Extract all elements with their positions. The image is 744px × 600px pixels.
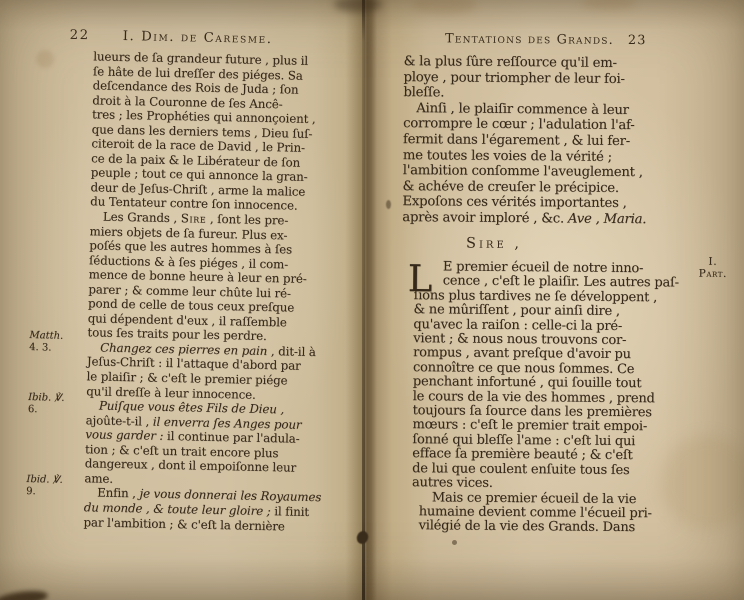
text-segment: du monde , & toute leur gloire ; bbox=[83, 500, 275, 519]
text-segment: qu'avec la raiſon : celle-ci la pré- bbox=[413, 316, 623, 334]
text-segment: 6. bbox=[27, 403, 38, 415]
text-segment: Sire bbox=[180, 211, 207, 226]
text-segment: ſions plus tardives ne ſe développent , bbox=[413, 287, 658, 306]
text-segment: Enfin , bbox=[97, 485, 140, 501]
text-segment: Matth. bbox=[29, 330, 64, 342]
text-segment: ajoûte-t-il , bbox=[85, 412, 154, 429]
text-segment: citeroit de la race de David , le Prin- bbox=[91, 136, 306, 156]
paper-stain-top-left-of-right-page bbox=[412, 0, 476, 14]
text-segment: vient ; & nous nous trouvons cor- bbox=[413, 331, 627, 349]
text-segment: me toutes les voies de la vérité ; bbox=[402, 147, 612, 165]
text-segment: fermit dans l'égarement , & lui fer- bbox=[402, 132, 631, 150]
text-segment: vilégié de la vie des Grands. Dans bbox=[418, 518, 636, 536]
text-segment: penchant infortuné , qui ſouille tout bbox=[412, 374, 642, 392]
ink-blob-stain bbox=[355, 530, 370, 546]
text-segment: Ibid. ℣. bbox=[26, 474, 63, 486]
text-segment: ſéductions & à ſes piéges , il com- bbox=[88, 252, 289, 272]
text-segment: corrompre le cœur ; l'adulation l'af- bbox=[403, 116, 635, 134]
gutter-speck bbox=[386, 200, 391, 209]
text-segment: & la plus ſûre reſſource qu'il em- bbox=[403, 54, 617, 71]
text-segment: que dans les derniers tems , Dieu ſuſ- bbox=[91, 122, 313, 141]
text-segment: autres vices. bbox=[411, 475, 493, 491]
margin-note-ibid-6 bbox=[28, 392, 86, 416]
text-segment: du Tentateur contre ſon innocence. bbox=[90, 194, 298, 214]
left-running-title: I. Dim. de Caresme. bbox=[122, 28, 273, 48]
text-segment: je vous donnerai les Royaumes bbox=[139, 486, 322, 505]
text-segment: l'ambition conſomme l'aveuglement , bbox=[402, 163, 643, 181]
text-segment: pond de celle de tous ceux preſque bbox=[87, 296, 295, 315]
text-segment: vous garder : bbox=[85, 427, 168, 444]
text-segment: Changez ces pierres en pain bbox=[100, 340, 268, 358]
text-segment: & achéve de creuſer le précipice. bbox=[402, 178, 619, 196]
text-segment: deſcendance des Rois de Juda ; ſon bbox=[92, 78, 299, 97]
text-segment: qui dépendent d'eux , il raſſemble bbox=[87, 311, 287, 330]
text-segment: droit à la Couronne de ſes Ancê- bbox=[92, 92, 283, 111]
right-page-number: 23 bbox=[627, 33, 647, 49]
text-segment: Puiſque vous êtes Fils de Dieu , bbox=[98, 398, 285, 417]
text-segment: de lui que coulent enſuite tous ſes bbox=[412, 460, 630, 478]
text-segment: Expoſons ces vérités importantes , bbox=[402, 194, 627, 212]
text-segment: qu'il dreſſe à leur innocence. bbox=[86, 383, 256, 402]
text-segment: humaine devient comme l'écueil pri- bbox=[418, 504, 652, 522]
right-page-text-top bbox=[402, 54, 713, 228]
left-page bbox=[18, 22, 364, 595]
margin-note-matthew bbox=[29, 330, 87, 354]
right-running-title: Tentations des Grands. bbox=[445, 31, 614, 48]
text-segment: ſe hâte de lui dreſſer des piéges. Sa bbox=[92, 63, 303, 83]
text-segment: tres ; les Prophéties qui annonçoient , bbox=[91, 107, 316, 127]
text-segment: tion ; & c'eſt un trait encore plus bbox=[84, 442, 279, 461]
text-line bbox=[26, 486, 84, 499]
text-segment: I. bbox=[708, 255, 718, 268]
text-segment: 4. 3. bbox=[29, 341, 52, 354]
right-page bbox=[391, 24, 736, 593]
left-page-text bbox=[83, 49, 349, 534]
text-segment: efface ſa première beauté ; & c'eſt bbox=[412, 446, 633, 464]
text-segment: ſonné qui bleſſe l'ame : c'eſt lui qui bbox=[412, 432, 636, 449]
text-segment: connoître ce que nous ſommes. Ce bbox=[412, 360, 635, 377]
text-line bbox=[419, 520, 712, 537]
text-segment: Ibib. ℣. bbox=[28, 392, 65, 404]
text-segment: poſés que les autres hommes à ſes bbox=[89, 238, 293, 257]
text-segment: dangereux , dont il empoiſonne leur bbox=[84, 456, 297, 475]
gutter-top-shadow bbox=[334, 0, 382, 12]
text-segment: ploye , pour triompher de leur foi- bbox=[403, 69, 625, 87]
text-segment: Part. bbox=[698, 267, 728, 280]
text-segment: Ainſi , le plaiſir commence à leur bbox=[416, 100, 629, 118]
text-segment: deur de Jeſus-Chriſt , arme la malice bbox=[90, 180, 306, 199]
text-segment: bleſſe. bbox=[403, 85, 445, 101]
left-page-header bbox=[70, 28, 328, 48]
text-segment: , dit-il à bbox=[267, 343, 316, 359]
text-segment: il continue par l'adula- bbox=[166, 429, 300, 446]
text-segment: par l'ambition ; & c'eſt la dernière bbox=[83, 514, 285, 533]
text-segment: mœurs : c'eſt le premier trait empoi- bbox=[412, 417, 648, 435]
text-segment: rompus , avant preſque d'avoir pu bbox=[413, 345, 631, 363]
text-line bbox=[29, 342, 87, 355]
text-segment: après avoir imploré , &c. bbox=[402, 210, 569, 227]
text-segment: lueurs de ſa grandeur future , plus il bbox=[93, 49, 309, 68]
text-segment: toujours ſa ſource dans les premières bbox=[412, 403, 652, 421]
right-page-text-main bbox=[412, 260, 714, 536]
text-segment: E premier écueil de notre inno- bbox=[442, 259, 644, 277]
right-page-header bbox=[396, 31, 696, 49]
text-line bbox=[28, 404, 86, 417]
drop-cap-letter: L bbox=[407, 257, 433, 301]
margin-note-part bbox=[690, 257, 736, 280]
margin-note-ibid-9 bbox=[26, 474, 84, 498]
text-line bbox=[402, 210, 712, 228]
text-segment: , ſont les pre- bbox=[206, 211, 289, 228]
text-segment: parer ; & comme leur chûte lui ré- bbox=[88, 282, 292, 301]
text-line bbox=[690, 268, 736, 280]
text-segment: Ave , Maria. bbox=[567, 211, 647, 228]
text-segment: le plaiſir ; & c'eſt le premier piége bbox=[86, 369, 288, 388]
text-segment: 9. bbox=[26, 485, 36, 497]
salutation-sire: Sire , bbox=[466, 235, 523, 253]
dark-corner-bottom-left bbox=[0, 588, 49, 600]
paper-stain-top-right bbox=[582, 0, 636, 10]
text-segment: mence de bonne heure à leur en pré- bbox=[88, 267, 307, 287]
text-segment: miers objets de ſa fureur. Plus ex- bbox=[89, 223, 288, 242]
text-segment: ce de la paix & le Libérateur de ſon bbox=[91, 151, 301, 170]
left-page-number: 22 bbox=[69, 27, 90, 44]
text-segment: le cours de la vie des hommes , prend bbox=[412, 388, 655, 406]
text-segment: cence , c'eſt le plaiſir. Les autres paſ- bbox=[442, 273, 679, 291]
text-segment: peuple ; tout ce qui annonce la gran- bbox=[90, 165, 308, 185]
text-segment: & ne mûriſſent , pour ainſi dire , bbox=[413, 302, 620, 320]
text-segment: Mais ce premier écueil de la vie bbox=[431, 489, 637, 507]
text-segment: il enverra ſes Anges pour bbox=[152, 414, 302, 432]
text-segment: Jeſus-Chriſt : il l'attaque d'abord par bbox=[86, 354, 301, 374]
text-segment: ame. bbox=[84, 471, 114, 486]
text-segment: tous ſes traits pour les perdre. bbox=[87, 325, 267, 344]
text-segment: il finit bbox=[274, 504, 310, 519]
text-segment: Les Grands , bbox=[102, 209, 181, 226]
text-line bbox=[403, 70, 713, 88]
